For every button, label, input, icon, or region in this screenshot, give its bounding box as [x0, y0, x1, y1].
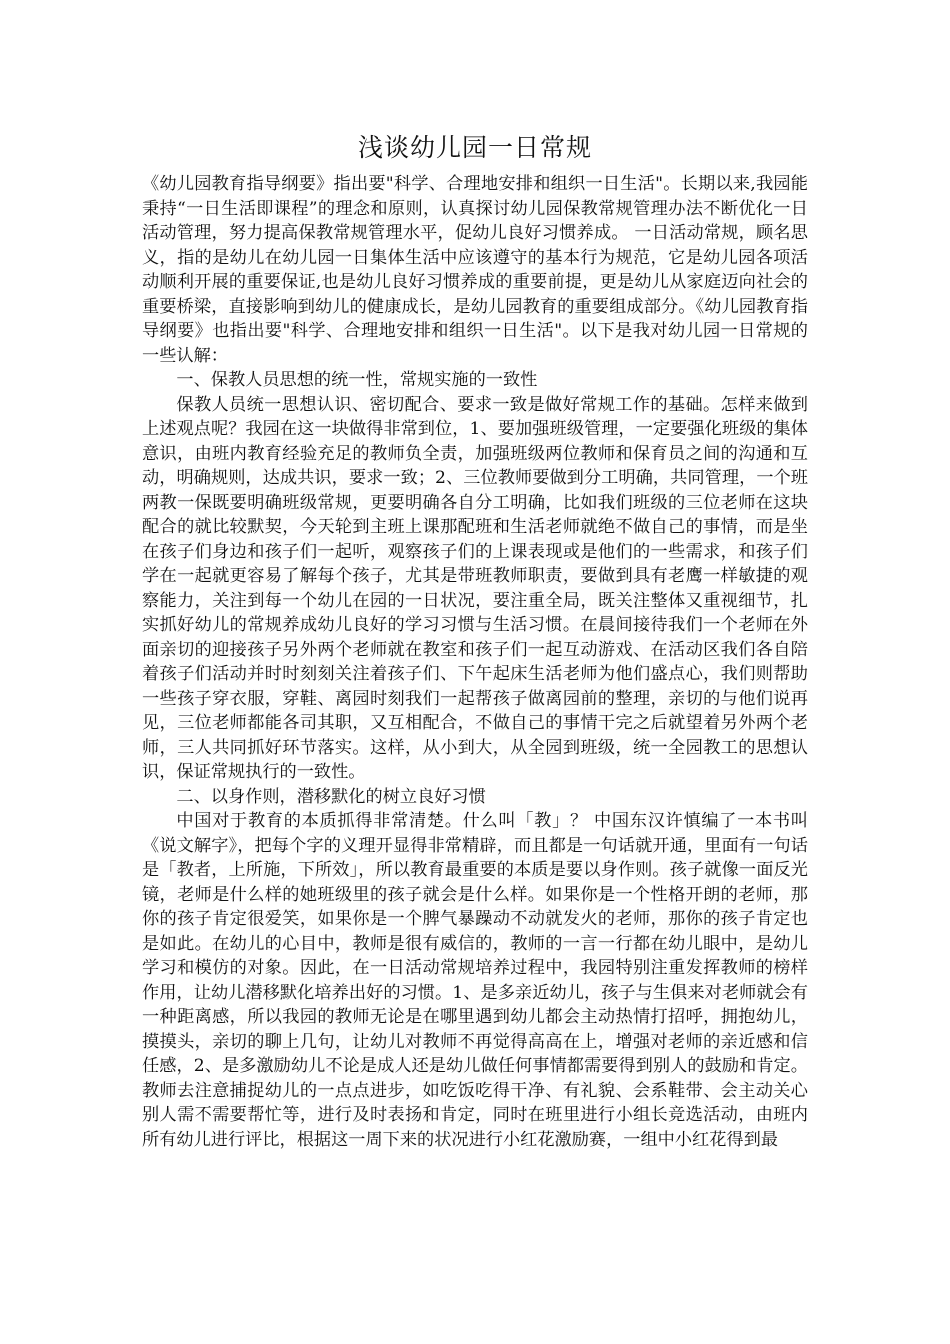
section-1-paragraph: 保教人员统一思想认识、密切配合、要求一致是做好常规工作的基础。怎样来做到上述观点呢？我园在这一块做得非常到位，1、要加强班级管理，一定要强化班级的集体意识，由班内教育经验充足的教师负全责，加强班级两位教师和保育员之间的沟通和互动，明确规则，达成共识，要求一致；2、三位教师要做到分工明确，共同管理，一个班两教一保既要明确班级常规，更要明确各自分工明确，比如我们班级的三位老师在这块配合的就比较默契，今天轮到主班上课那配班和生活老师就绝不做自己的事情，而是坐在孩子们身边和孩子们一起听，观察孩子们的上课表现或是他们的一些需求，和孩子们学在一起就更容易了解每个孩子，尤其是带班教师职责，要做到具有老鹰一样敏捷的观察能力，关注到每一个幼儿在园的一日状况，要注重全局，既关注整体又重视细节，扎实抓好幼儿的常规养成幼儿良好的学习习惯与生活习惯。在晨间接待我们一个老师在外面亲切的迎接孩子另外两个老师就在教室和孩子们一起互动游戏、在活动区我们各自陪着孩子们活动并时时刻刻关注着孩子们、下午起床生活老师为他们盛点心，我们则帮助一些孩子穿衣服，穿鞋、离园时刻我们一起帮孩子做离园前的整理，亲切的与他们说再见，三位老师都能各司其职，又互相配合，不做自己的事情干完之后就望着另外两个老师，三人共同抓好环节落实。这样，从小到大，从全园到班级，统一全园教工的思想认识，保证常规执行的一致性。 — [142, 394, 808, 782]
intro-paragraph: 《幼儿园教育指导纲要》指出要"科学、合理地安排和组织一日生活"。长期以来,我园能秉持“一日生活即课程”的理念和原则，认真探讨幼儿园保教常规管理办法不断优化一日活动管理，努力提高保教常规管理水平，促幼儿良好习惯养成。 一日活动常规，顾名思义，指的是幼儿在幼儿园一日集体生活中应该遵守的基本行为规范，它是幼儿园各项活动顺利开展的重要保证,也是幼儿良好习惯养成的重要前提，更是幼儿从家庭迈向社会的重要桥梁，直接影响到幼儿的健康成长，是幼儿园教育的重要组成部分。《幼儿园教育指导纲要》也指出要"科学、合理地安排和组织一日生活"。以下是我对幼儿园一日常规的一些认解： — [142, 174, 808, 366]
section-2-paragraph: 中国对于教育的本质抓得非常清楚。什么叫「教」？ 中国东汉许慎编了一本书叫《说文解字》，把每个字的义理开显得非常精辟，而且都是一句话就开通，里面有一句话是「教者，上所施，下所效」，所以教育最重要的本质是要以身作则。孩子就像一面反光镜，老师是什么样的她班级里的孩子就会是什么样。如果你是一个性格开朗的老师，那你的孩子肯定很爱笑，如果你是一个脾气暴躁动不动就发火的老师，那你的孩子肯定也是如此。在幼儿的心目中，教师是很有威信的，教师的一言一行都在幼儿眼中，是幼儿学习和模仿的对象。因此，在一日活动常规培养过程中，我园特别注重发挥教师的榜样作用，让幼儿潜移默化培养出好的习惯。1、是多亲近幼儿，孩子与生俱来对老师就会有一种距离感，所以我园的教师无论是在哪里遇到幼儿都会主动热情打招呼，拥抱幼儿，摸摸头，亲切的聊上几句，让幼儿对教师不再觉得高高在上，增强对老师的亲近感和信任感，2、是多激励幼儿不论是成人还是幼儿做任何事情都需要得到别人的鼓励和肯定。教师去注意捕捉幼儿的一点点进步，如吃饭吃得干净、有礼貌、会系鞋带、会主动关心别人需不需要帮忙等，进行及时表扬和肯定，同时在班里进行小组长竞选活动，由班内所有幼儿进行评比，根据这一周下来的状况进行小红花激励赛，一组中小红花得到最 — [142, 811, 808, 1150]
document-title: 浅谈幼儿园一日常规 — [357, 133, 592, 162]
section-1-heading: 一、保教人员思想的统一性，常规实施的一致性 — [176, 370, 538, 390]
section-2-heading: 二、以身作则，潜移默化的树立良好习惯 — [176, 786, 486, 807]
document-page — [142, 130, 808, 1152]
